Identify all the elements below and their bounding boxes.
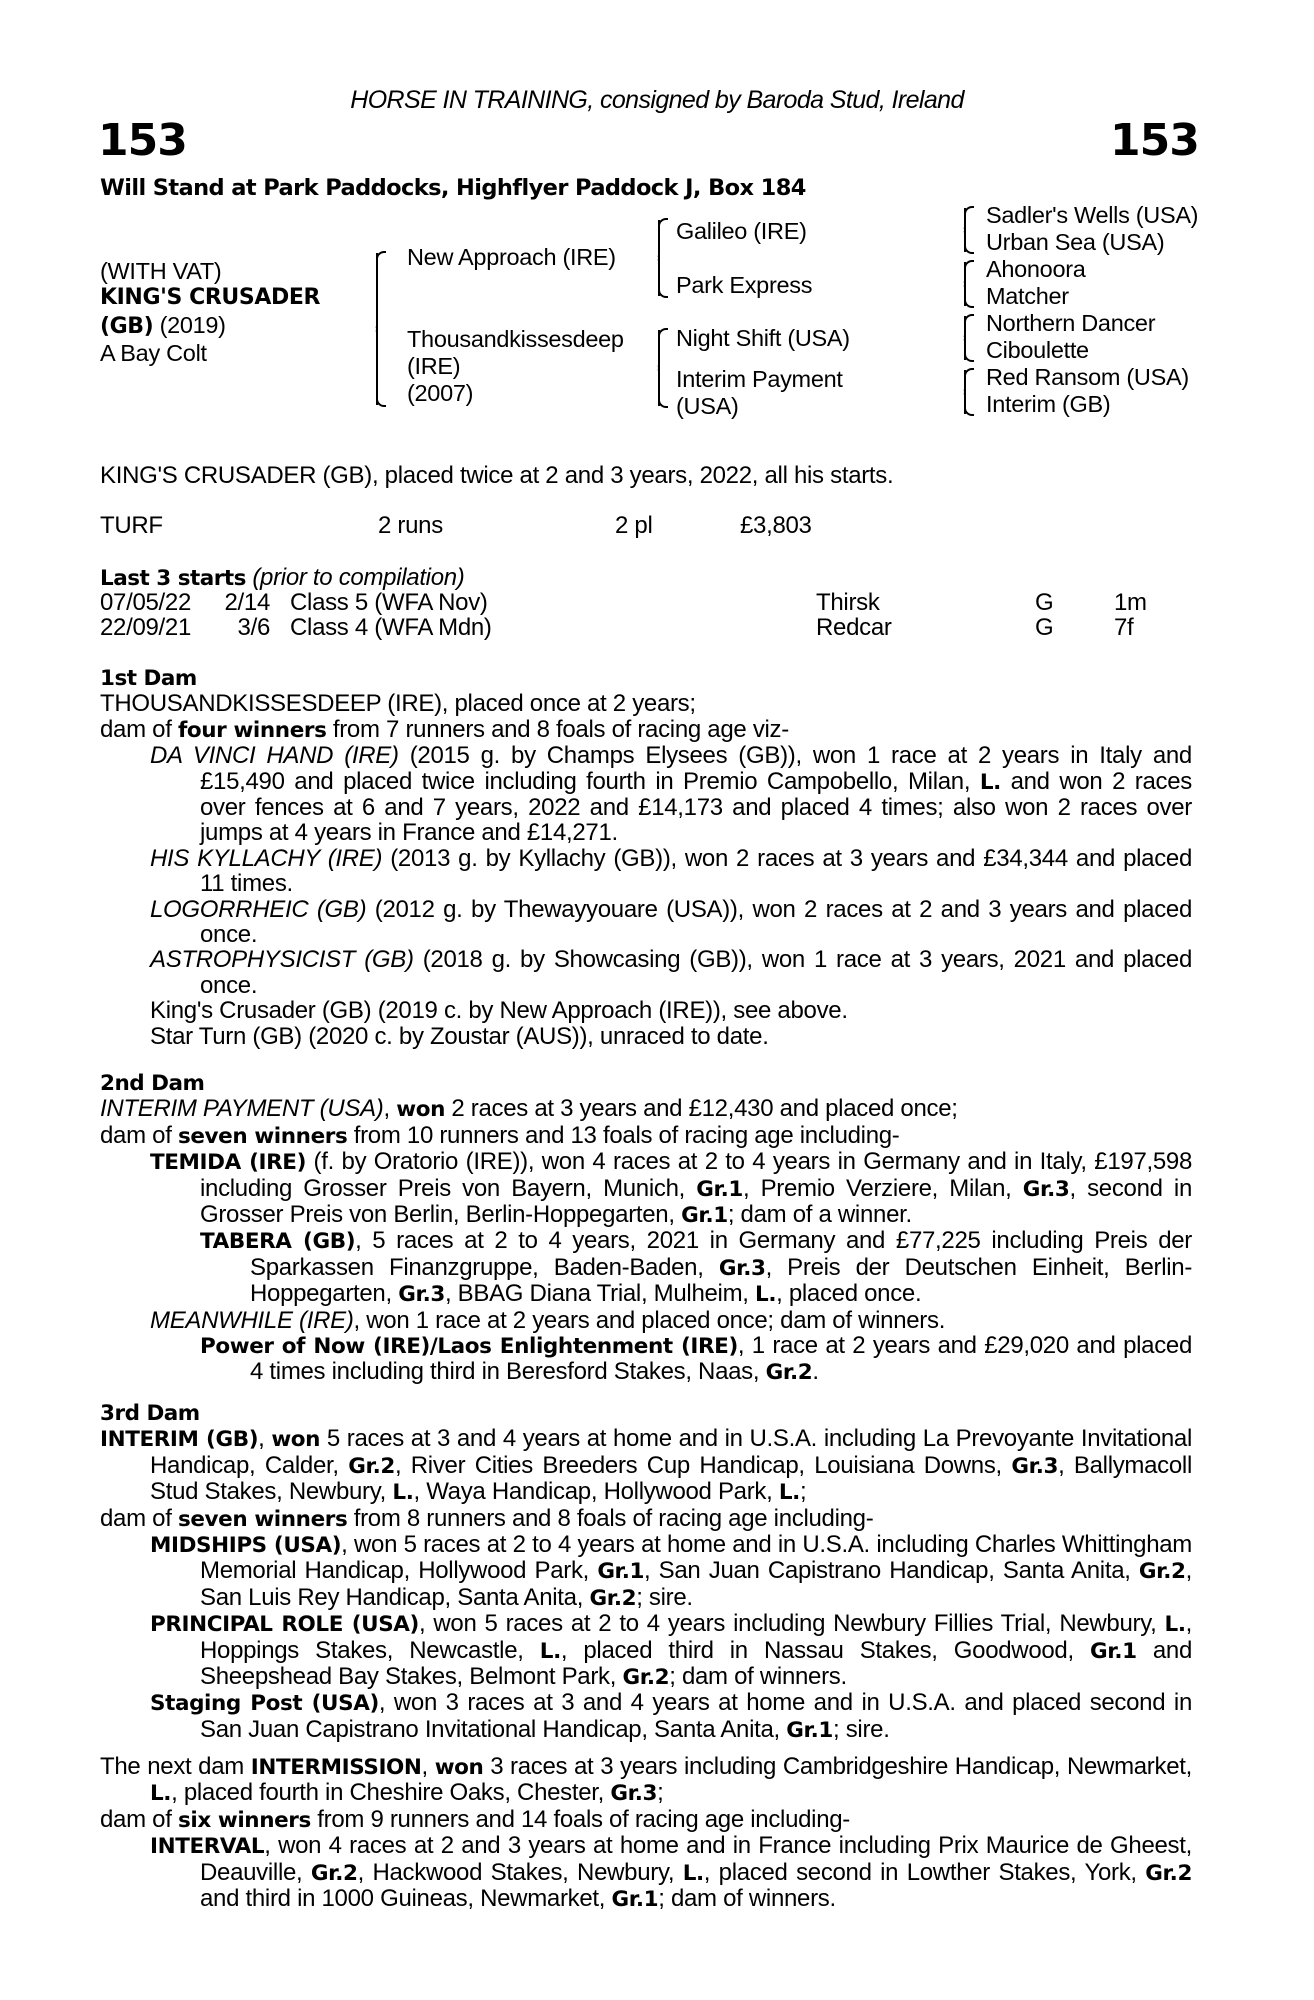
race-summary: KING'S CRUSADER (GB), placed twice at 2 and 3 years, 2022, all his starts. — [100, 462, 894, 489]
winners-count: four winners — [177, 717, 327, 743]
text-run: , Hackwood Stakes, Newbury, — [357, 1858, 683, 1886]
text-run: , won 3 races at 3 and 4 years at home and in U.S.A. and placed second in San Juan Capistrano Invitational Handicap, Santa Anita, — [200, 1689, 1192, 1743]
text-run: , placed second in Lowther Stakes, York, — [703, 1858, 1146, 1886]
bold-text: won — [434, 1755, 484, 1780]
ancestor: Red Ransom (USA) — [986, 364, 1189, 390]
produce-entry — [100, 1611, 1192, 1690]
third-dam-name: INTERIM (GB) — [100, 1427, 259, 1453]
produce-name: ASTROPHYSICIST (GB) — [150, 946, 414, 974]
text-run: dam of — [100, 1805, 178, 1833]
bold-text: won — [271, 1427, 321, 1453]
bold-text: won — [396, 1097, 445, 1123]
turf-record — [100, 513, 1192, 539]
next-dam-name: INTERMISSION — [250, 1755, 422, 1780]
dam-dam-country: (USA) — [676, 393, 739, 419]
text-run: from 7 runners and 8 foals of racing age viz- — [326, 715, 789, 743]
text-run: (2013 g. by Kyllachy (GB)), won 2 races at 3 years and £34,344 and placed 11 times. — [200, 844, 1192, 898]
last-starts-title: Last 3 starts — [100, 566, 246, 591]
text-run: , 1 race at 2 years and £29,020 and placed 4 times including third in Beresford Stakes, Naas, — [250, 1332, 1192, 1386]
bold-text: Gr.2 — [348, 1453, 395, 1479]
produce-entry — [100, 1228, 1192, 1307]
pedigree-brace-sire-line — [658, 220, 660, 296]
text-run: , — [421, 1753, 435, 1780]
text-run: dam of — [100, 1504, 178, 1532]
text-run: , — [258, 1425, 272, 1453]
text-run: , won 5 races at 2 to 4 years including Newbury Fillies Trial, Newbury, — [418, 1610, 1165, 1638]
text-run: (f. by Oratorio (IRE)), won 4 races at 2 to 4 years in Germany and in Italy, £197,598 including Grosser Preis von Bayern, Munich, — [200, 1148, 1193, 1202]
text-run: (2015 g. by Champs Elysees (GB)), won 1 race at 2 years in Italy and £15,490 and placed twice including fourth in Premio Campobello, Milan, — [200, 742, 1192, 795]
text-run: , placed fourth in Cheshire Oaks, Chester, — [171, 1779, 611, 1807]
bold-text: L. — [682, 1860, 704, 1886]
text-run: 3 races at 3 years including Cambridgeshire Handicap, Newmarket, — [483, 1753, 1192, 1780]
text-run: ; dam of winners. — [658, 1885, 836, 1913]
produce-entry: Star Turn (GB) (2020 c. by Zoustar (AUS)), unraced to date. — [150, 1022, 769, 1050]
third-dam-section — [100, 1401, 1192, 1743]
bold-text: Gr.2 — [1138, 1559, 1186, 1585]
bold-text: Gr.1 — [597, 1559, 645, 1585]
start-position: 2/14 — [224, 589, 270, 616]
produce-name: TEMIDA (IRE) — [150, 1150, 306, 1176]
second-dam-section — [100, 1071, 1192, 1386]
start-race: Class 5 (WFA Nov) — [290, 589, 488, 616]
text-run: , placed once. — [776, 1280, 922, 1308]
text-run: , River Cities Breeders Cup Handicap, Louisiana Downs, — [394, 1451, 1012, 1479]
text-run: , San Luis Rey Handicap, Santa Anita, — [200, 1557, 1192, 1611]
start-distance: 1m — [1114, 589, 1147, 616]
sire: New Approach (IRE) — [407, 244, 616, 270]
text-run: (2012 g. by Thewayyouare (USA)), won 2 races at 2 and 3 years and placed once. — [200, 895, 1192, 949]
start-course: Redcar — [816, 614, 892, 642]
dam-sire: Night Shift (USA) — [676, 325, 850, 351]
text-run: , 5 races at 2 to 4 years, 2021 in Germany and £77,225 including Preis der Sparkassen Finanzgruppe, Baden-Baden, — [250, 1227, 1192, 1281]
produce-name: Power of Now (IRE)/Laos Enlightenment (IRE) — [200, 1334, 738, 1360]
start-date: 22/09/21 — [100, 614, 192, 642]
text-run: , — [383, 1095, 397, 1123]
ancestor: Northern Dancer — [986, 310, 1156, 336]
text-run: , won 1 race at 2 years and placed once; dam of winners. — [353, 1306, 946, 1334]
sire-sire: Galileo (IRE) — [676, 218, 807, 244]
ancestor: Ciboulette — [986, 337, 1089, 363]
horse-origin-year — [100, 312, 320, 341]
text-run: , Preis der Deutschen Einheit, Berlin-Hoppegarten, — [250, 1253, 1193, 1308]
text-run: from 8 runners and 8 foals of racing age including- — [347, 1504, 874, 1532]
bold-text: Gr.3 — [1011, 1453, 1059, 1479]
record-runs: 2 runs — [378, 512, 443, 539]
produce-entry — [100, 1833, 1192, 1912]
bold-text: Gr.3 — [610, 1781, 658, 1807]
produce-name: DA VINCI HAND (IRE) — [150, 742, 399, 770]
produce-entry — [100, 1149, 1192, 1228]
pedigree-brace-g3-2 — [964, 262, 966, 306]
text-run: from 9 runners and 14 foals of racing age including- — [310, 1805, 850, 1833]
start-position: 3/6 — [237, 614, 270, 642]
start-distance: 7f — [1114, 614, 1134, 642]
dam-dam — [676, 366, 843, 420]
bold-text: Gr.3 — [1022, 1176, 1070, 1202]
second-dam-produce — [100, 1123, 1192, 1149]
produce-entry — [100, 1532, 1192, 1611]
text-run: , second in Grosser Preis von Berlin, Berlin-Hoppegarten, — [200, 1174, 1192, 1229]
produce-name: TABERA (GB) — [200, 1229, 356, 1255]
lot-number-right: 153 — [1110, 115, 1199, 166]
text-run: , won 4 races at 2 and 3 years at home and in France including Prix Maurice de Gheest, Deauville, — [200, 1832, 1192, 1886]
last-starts-note: (prior to compilation) — [252, 564, 465, 591]
produce-entry — [100, 1333, 1192, 1386]
catalogue-heading: HORSE IN TRAINING, consigned by Baroda Stud, Ireland — [350, 86, 964, 114]
text-run: and won 2 races over fences at 6 and 7 years, 2022 and £14,173 and placed 4 times; also won 2 races over jumps at 4 years in France and £14,271. — [200, 767, 1192, 847]
text-run: ; — [657, 1779, 664, 1807]
bold-text: Gr.1 — [1090, 1638, 1137, 1664]
text-run: ; sire. — [636, 1583, 693, 1611]
bold-text: Gr.2 — [310, 1860, 358, 1886]
start-date: 07/05/22 — [100, 589, 192, 616]
first-dam-produce — [100, 717, 1192, 743]
vat-note: (WITH VAT) — [100, 258, 222, 284]
text-run: from 10 runners and 13 foals of racing age including- — [347, 1121, 900, 1149]
winners-count: seven winners — [177, 1123, 348, 1149]
record-surface: TURF — [100, 512, 163, 539]
produce-entry — [100, 1308, 1192, 1333]
text-run: ; dam of winners. — [669, 1663, 847, 1691]
winners-count: six winners — [177, 1807, 311, 1833]
second-dam-intro — [100, 1096, 1192, 1122]
text-run: , Premio Verziere, Milan, — [742, 1174, 1023, 1202]
produce-name: MIDSHIPS (USA) — [150, 1533, 342, 1559]
dam-year: (2007) — [407, 379, 474, 406]
pedigree-brace-g3-3 — [964, 316, 966, 360]
ancestor: Ahonoora — [986, 256, 1086, 282]
bold-text: L. — [755, 1282, 777, 1308]
bold-text: L. — [539, 1638, 561, 1664]
ancestor: Urban Sea (USA) — [986, 229, 1165, 255]
next-dam-section — [100, 1754, 1192, 1912]
text-run: , Ballymacoll Stud Stakes, Newbury, — [150, 1451, 1192, 1506]
start-race: Class 4 (WFA Mdn) — [290, 614, 492, 642]
text-run: , Hoppings Stakes, Newcastle, — [200, 1610, 1192, 1664]
text-run: , Waya Handicap, Hollywood Park, — [413, 1478, 779, 1506]
start-going: G — [1035, 589, 1054, 616]
bold-text: Gr.3 — [718, 1255, 766, 1281]
bold-text: Gr.2 — [1145, 1860, 1193, 1886]
bold-text: Gr.1 — [696, 1176, 743, 1202]
text-run: dam of — [100, 715, 178, 743]
text-run: , won 5 races at 2 to 4 years at home and in U.S.A. including Charles Whittingham Memorial Handicap, Hollywood Park, — [200, 1531, 1192, 1585]
produce-entry — [100, 846, 1192, 897]
horse-country: (GB) — [100, 313, 154, 339]
bold-text: Gr.2 — [589, 1585, 637, 1611]
produce-name: MEANWHILE (IRE) — [150, 1306, 354, 1334]
produce-name: Staging Post (USA) — [150, 1691, 379, 1717]
first-dam-intro: THOUSANDKISSESDEEP (IRE), placed once at 2 years; — [100, 690, 696, 718]
produce-name: LOGORRHEIC (GB) — [150, 895, 367, 923]
text-run: ; — [799, 1478, 807, 1506]
bold-text: Gr.2 — [765, 1360, 813, 1386]
bold-text: L. — [778, 1480, 800, 1506]
text-run: The next dam — [100, 1753, 251, 1780]
text-run: and third in 1000 Guineas, Newmarket, — [200, 1885, 612, 1913]
bold-text: Gr.1 — [611, 1887, 659, 1913]
next-dam-intro — [100, 1754, 1192, 1807]
horse-year: (2019) — [153, 311, 226, 338]
second-dam-heading: 2nd Dam — [100, 1071, 205, 1096]
winners-count: seven winners — [177, 1506, 348, 1532]
bold-text: L. — [392, 1480, 414, 1506]
dam — [407, 326, 624, 406]
second-dam-name: INTERIM PAYMENT (USA) — [100, 1095, 384, 1123]
pedigree-brace-dam-line — [658, 330, 660, 406]
text-run: dam of — [100, 1121, 178, 1149]
produce-name: HIS KYLLACHY (IRE) — [150, 844, 383, 872]
text-run: , placed third in Nassau Stakes, Goodwood, — [560, 1636, 1090, 1664]
text-run: (2018 g. by Showcasing (GB)), won 1 race at 3 years, 2021 and placed once. — [200, 946, 1192, 999]
pedigree-brace-gen1 — [376, 253, 378, 405]
produce-entry — [100, 947, 1192, 998]
race-grade: L. — [979, 769, 1001, 795]
text-run: and Sheepshead Bay Stakes, Belmont Park, — [200, 1636, 1193, 1691]
produce-entry: King's Crusader (GB) (2019 c. by New Approach (IRE)), see above. — [150, 997, 848, 1025]
third-dam-produce — [100, 1506, 1192, 1532]
start-row — [100, 615, 1192, 640]
last-starts-heading — [100, 565, 465, 591]
text-run: ; dam of a winner. — [727, 1201, 912, 1229]
record-placed: 2 pl — [615, 512, 653, 539]
first-dam-heading: 1st Dam — [100, 666, 197, 691]
text-run: ; sire. — [832, 1715, 890, 1743]
pedigree-brace-g3-4 — [964, 370, 966, 414]
last-starts-table — [100, 590, 1192, 641]
start-going: G — [1035, 614, 1054, 642]
produce-name: PRINCIPAL ROLE (USA) — [150, 1612, 419, 1638]
ancestor: Matcher — [986, 283, 1069, 309]
produce-name: INTERVAL — [150, 1834, 265, 1860]
ancestor: Sadler's Wells (USA) — [986, 202, 1199, 228]
horse-name: KING'S CRUSADER — [100, 284, 320, 310]
dam-dam-name: Interim Payment — [676, 366, 843, 392]
horse-identity — [100, 258, 320, 367]
text-run: 5 races at 3 and 4 years at home and in U.S.A. including La Prevoyante Invitational Handicap, Calder, — [150, 1425, 1192, 1479]
bold-text: L. — [150, 1781, 172, 1807]
produce-entry — [100, 897, 1192, 948]
stabling-location: Will Stand at Park Paddocks, Highflyer Paddock J, Box 184 — [100, 175, 806, 201]
bold-text: Gr.2 — [622, 1665, 670, 1691]
dam-country: (IRE) — [407, 352, 461, 379]
next-dam-produce — [100, 1807, 1192, 1833]
lot-number-left: 153 — [98, 115, 187, 166]
bold-text: Gr.1 — [786, 1717, 833, 1743]
third-dam-heading: 3rd Dam — [100, 1401, 200, 1426]
produce-entry — [100, 1690, 1192, 1743]
text-run: 2 races at 3 years and £12,430 and placed once; — [444, 1095, 958, 1123]
third-dam-intro — [100, 1426, 1192, 1505]
third-generation — [986, 202, 1198, 418]
pedigree-brace-g3-1 — [964, 208, 966, 252]
horse-description: A Bay Colt — [100, 340, 207, 367]
dam-name: Thousandkissesdeep — [407, 326, 624, 352]
text-run: , San Juan Capistrano Handicap, Santa Anita, — [644, 1557, 1139, 1585]
ancestor: Interim (GB) — [986, 391, 1111, 417]
start-row — [100, 590, 1192, 615]
text-run: . — [812, 1358, 819, 1386]
bold-text: Gr.1 — [681, 1203, 728, 1229]
start-course: Thirsk — [816, 589, 880, 616]
text-run: , BBAG Diana Trial, Mulheim, — [444, 1280, 756, 1308]
record-earnings: £3,803 — [740, 512, 812, 539]
sire-dam: Park Express — [676, 272, 813, 298]
produce-entry — [100, 743, 1192, 846]
first-dam-section — [100, 666, 1192, 1049]
bold-text: Gr.3 — [398, 1282, 445, 1308]
bold-text: L. — [1164, 1612, 1186, 1638]
